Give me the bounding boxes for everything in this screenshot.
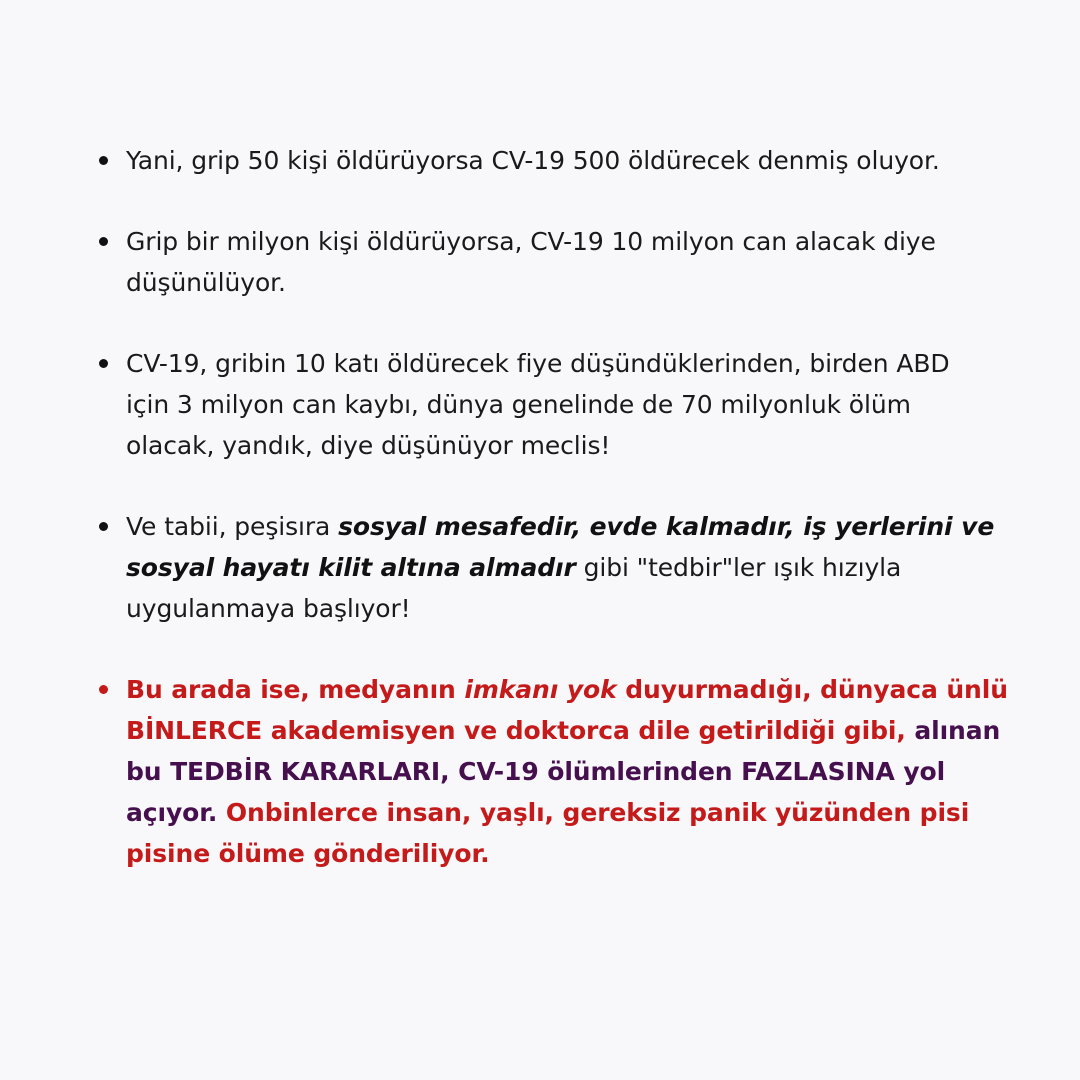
bullet-dot-icon: [99, 156, 108, 165]
bullet-5-line-5: pisine ölüme gönderiliyor.: [126, 839, 490, 868]
bullet-5-line-4: [126, 792, 1046, 833]
bullet-5-italic-text: imkanı yok: [464, 675, 617, 704]
bullet-5-line-2: [126, 710, 1046, 751]
bullet-item-3: [126, 343, 1046, 466]
bullet-5-red-text: Onbinlerce insan, yaşlı, gereksiz panik yüzünden pisi: [217, 798, 970, 827]
bullet-5-purple-text: alınan: [914, 716, 1001, 745]
bullet-5-line-3: bu TEDBİR KARARLARI, CV-19 ölümlerinden FAZLASINA yol: [126, 757, 946, 786]
bullet-2-line-2: düşünülüyor.: [126, 268, 286, 297]
bullet-5-red-text: Bu arada ise, medyanın: [126, 675, 465, 704]
bullet-5-red-text: BİNLERCE akademisyen ve doktorca dile getirildiği gibi,: [126, 716, 915, 745]
bullet-dot-icon: [99, 359, 108, 368]
bullet-3-line-1: CV-19, gribin 10 katı öldürecek fiye düşündüklerinden, birden ABD: [126, 349, 950, 378]
bullet-dot-icon: [99, 685, 108, 694]
bullet-4-emphasis-text: sosyal mesafedir, evde kalmadır, iş yerlerini ve: [338, 512, 995, 541]
bullet-5-red-text: duyurmadığı, dünyaca ünlü: [616, 675, 1008, 704]
bullet-4-plain-text: Ve tabii, peşisıra: [126, 512, 339, 541]
bullet-4-line-3: uygulanmaya başlıyor!: [126, 594, 411, 623]
bullet-4-line-1: [126, 506, 1046, 547]
bullet-2-line-1: Grip bir milyon kişi öldürüyorsa, CV-19 10 milyon can alacak diye: [126, 227, 936, 256]
bullet-dot-icon: [99, 237, 108, 246]
bullet-3-line-2: için 3 milyon can kaybı, dünya genelinde de 70 milyonluk ölüm: [126, 390, 911, 419]
bullet-4-line-2: [126, 547, 1046, 588]
bullet-3-line-3: olacak, yandık, diye düşünüyor meclis!: [126, 431, 611, 460]
bullet-item-5: [126, 669, 1046, 874]
bullet-dot-icon: [99, 522, 108, 531]
bullet-list: [126, 140, 1046, 874]
bullet-1-line-1: Yani, grip 50 kişi öldürüyorsa CV-19 500 öldürecek denmiş oluyor.: [126, 146, 940, 175]
bullet-4-emphasis-text: sosyal hayatı kilit altına almadır: [126, 553, 576, 582]
bullet-5-line-1: [126, 669, 1046, 710]
bullet-item-1: [126, 140, 1046, 181]
bullet-item-2: [126, 221, 1046, 303]
bullet-4-plain-text: gibi "tedbir"ler ışık hızıyla: [575, 553, 902, 582]
bullet-5-purple-text: açıyor.: [126, 798, 218, 827]
bullet-item-4: [126, 506, 1046, 629]
